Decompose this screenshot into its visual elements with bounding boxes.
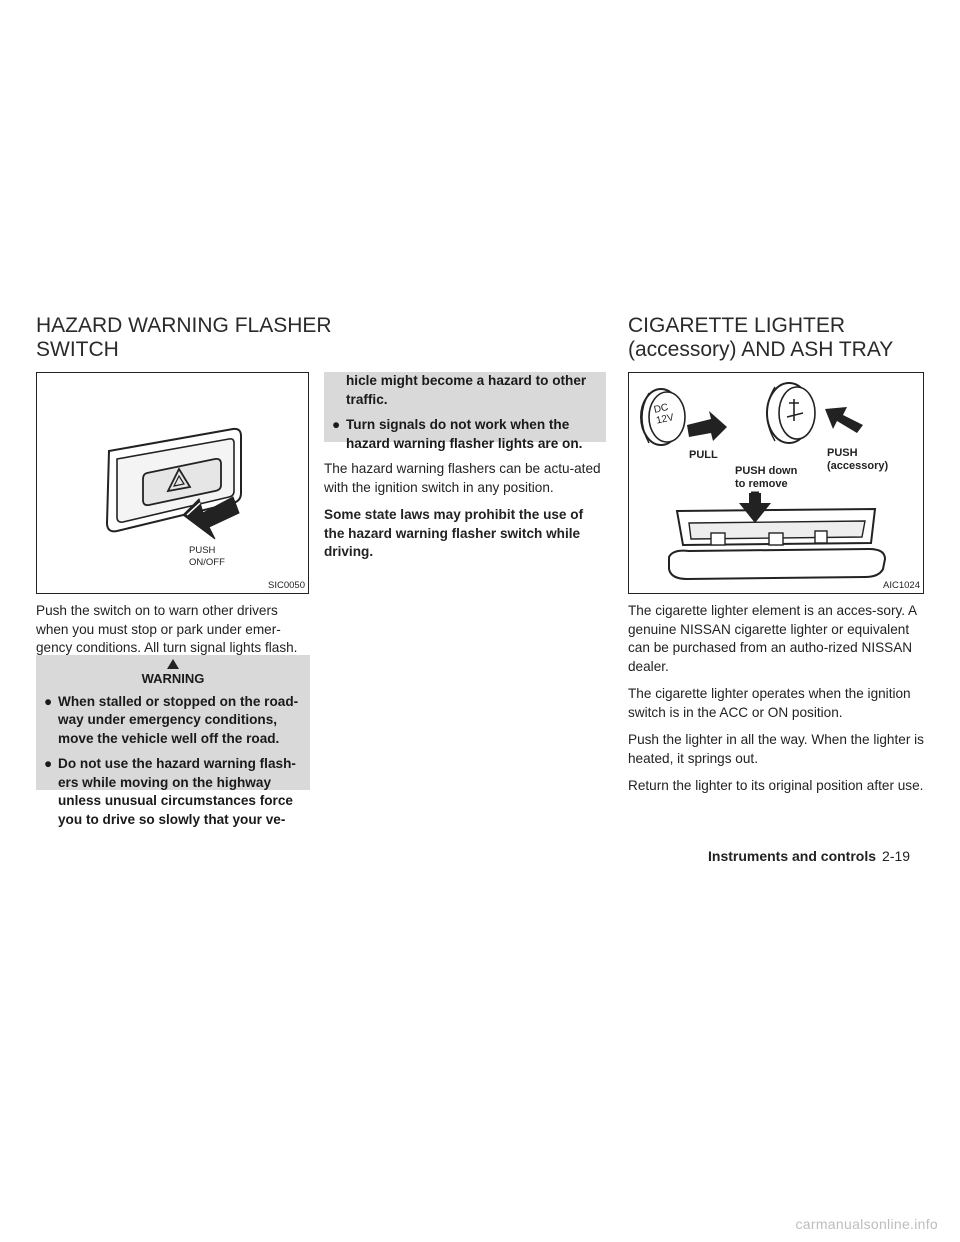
- push-down-line1: PUSH down: [735, 465, 798, 477]
- twelve-v-label: 12V: [655, 412, 675, 427]
- warning-triangle-icon: [167, 659, 179, 669]
- state-laws-paragraph: Some state laws may prohibit the use of the hazard warning flasher switch while driving.: [324, 507, 584, 559]
- warning-item-1-text: When stalled or stopped on the road-way under emergency conditions, move the vehicle well off the road.: [58, 693, 299, 746]
- hazard-switch-figure: [36, 372, 309, 594]
- hazard-ignition-paragraph: The hazard warning flashers can be actu-ated with the ignition switch in any position.: [324, 461, 601, 495]
- warning-list-continued: [332, 416, 598, 453]
- push-accessory-label: [827, 447, 888, 473]
- warning-item-2: [44, 755, 302, 829]
- warning-item-3: [332, 416, 598, 453]
- warning-item-2-text: Do not use the hazard warning flash-ers while moving on the highway unless unusual circumstances force you to drive so slowly that your ve-: [58, 756, 296, 827]
- figure-id-left: SIC0050: [268, 580, 305, 591]
- pull-label: PULL: [689, 449, 718, 461]
- column-two: [324, 460, 606, 571]
- bullet-icon: ●: [44, 756, 53, 771]
- cigarette-lighter-figure: [628, 372, 924, 594]
- lighter-accessory-paragraph: The cigarette lighter element is an acces-sory. A genuine NISSAN cigarette lighter or equivalent can be purchased from an autho-rized NISSAN dealer.: [628, 603, 917, 674]
- column-three: [628, 602, 924, 805]
- on-off-label: ON/OFF: [189, 557, 225, 568]
- push-down-label: [735, 465, 797, 491]
- lighter-push-paragraph: Push the lighter in all the way. When the lighter is heated, it springs out.: [628, 732, 924, 766]
- push-on-off-label: [189, 545, 225, 569]
- left-heading-line2: SWITCH: [36, 338, 119, 361]
- right-heading-line2: (accessory) AND ASH TRAY: [628, 338, 894, 361]
- push-accessory-line2: (accessory): [827, 460, 889, 472]
- hazard-switch-illustration: [37, 373, 307, 592]
- left-heading-line1: HAZARD WARNING FLASHER: [36, 314, 332, 337]
- lighter-return-paragraph: Return the lighter to its original position after use.: [628, 778, 924, 793]
- warning-list: [44, 693, 302, 830]
- push-accessory-line1: PUSH: [827, 447, 858, 459]
- warning-title: [44, 659, 302, 689]
- warning-item-3-text: Turn signals do not work when the hazard warning flasher lights are on.: [346, 417, 583, 451]
- warning-box: [36, 655, 310, 827]
- page-footer: [708, 848, 910, 864]
- dc-label: DC: [652, 402, 670, 416]
- lighter-operation-paragraph: The cigarette lighter operates when the ignition switch is in the ACC or ON position.: [628, 686, 911, 720]
- warning-box-continued: [324, 372, 606, 451]
- footer-section: Instruments and controls: [708, 848, 877, 864]
- bullet-icon: ●: [44, 693, 53, 709]
- push-label: PUSH: [189, 545, 216, 556]
- warning-item-2-continued: hicle might become a hazard to other traffic.: [346, 373, 587, 407]
- warning-title-text: WARNING: [141, 671, 205, 686]
- figure-id-right: AIC1024: [883, 580, 920, 591]
- watermark-text: carmanualsonline.info: [795, 1216, 938, 1232]
- push-down-line2: to remove: [735, 478, 788, 490]
- bullet-icon: ●: [332, 417, 341, 432]
- warning-item-1: [44, 693, 302, 749]
- right-heading-line1: CIGARETTE LIGHTER: [628, 314, 846, 337]
- left-section-heading: [36, 314, 332, 362]
- hazard-intro-paragraph: Push the switch on to warn other drivers when you must stop or park under emer-gency conditions. All turn signal lights flash.: [36, 603, 298, 655]
- page-number: 2-19: [882, 848, 911, 864]
- right-section-heading: [628, 314, 893, 362]
